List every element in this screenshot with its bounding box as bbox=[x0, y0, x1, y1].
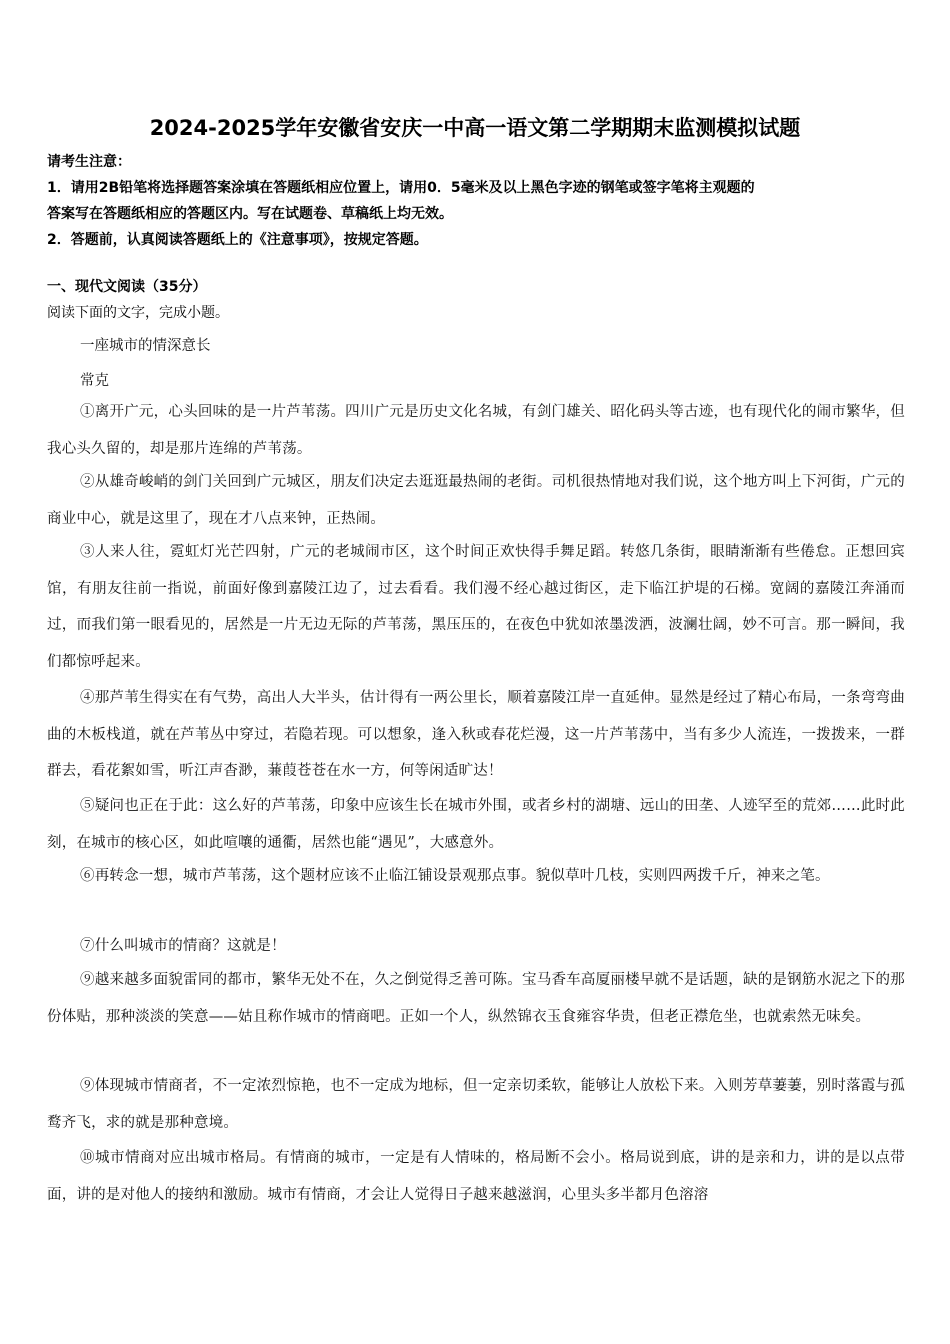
reading-instruction: 阅读下面的文字，完成小题。 bbox=[47, 305, 229, 321]
notice-line-3: 2．答题前，认真阅读答题纸上的《注意事项》，按规定答题。 bbox=[47, 232, 428, 248]
paragraph-3: ③人来人往，霓虹灯光芒四射，广元的老城闹市区，这个时间正欢快得手舞足蹈。转悠几条街，眼睛渐渐有些倦怠。正想回宾馆，有朋友往前一指说，前面好像到嘉陵江边了，过去看看。我们漫不经心越过街区，走下临江护堤的石梯。宽阔的嘉陵江奔涌而过，而我们第一眼看见的，居然是一片无边无际的芦苇荡，黑压压的，在夜色中犹如浓墨泼洒，波澜壮阔，妙不可言。那一瞬间，我们都惊呼起来。 bbox=[47, 544, 905, 670]
section-heading: 一、现代文阅读（35分） bbox=[47, 279, 207, 295]
document-title: 2024-2025学年安徽省安庆一中高一语文第二学期期末监测模拟试题 bbox=[149, 116, 801, 140]
article-author: 常克 bbox=[80, 373, 109, 389]
paragraph-10: ⑩城市情商对应出城市格局。有情商的城市，一定是有人情味的，格局断不会小。格局说到底，讲的是亲和力，讲的是以点带面，讲的是对他人的接纳和激励。城市有情商，才会让人觉得日子越来越滋润，心里头多半都月色溶溶 bbox=[47, 1150, 905, 1203]
paragraph-8: ⑨越来越多面貌雷同的都市，繁华无处不在，久之倒觉得乏善可陈。宝马香车高厦丽楼早就不是话题，缺的是钢筋水泥之下的那份体贴，那种淡淡的笑意——姑且称作城市的情商吧。正如一个人，纵然锦衣玉食雍容华贵，但老正襟危坐，也就索然无味矣。 bbox=[47, 972, 905, 1025]
paragraph-7: ⑦什么叫城市的情商？这就是！ bbox=[80, 938, 286, 954]
paragraph-1: ①离开广元，心头回味的是一片芦苇荡。四川广元是历史文化名城，有剑门雄关、昭化码头等古迹，也有现代化的闹市繁华，但我心头久留的，却是那片连绵的芦苇荡。 bbox=[47, 404, 905, 457]
paragraph-5: ⑤疑问也正在于此：这么好的芦苇荡，印象中应该生长在城市外围，或者乡村的湖塘、远山的田垄、人迹罕至的荒郊……此时此刻，在城市的核心区，如此喧嚷的通衢，居然也能“遇见”，大感意外。 bbox=[47, 798, 905, 851]
paragraph-6: ⑥再转念一想，城市芦苇荡，这个题材应该不止临江铺设景观那点事。貌似草叶几枝，实则四两拨千斤，神来之笔。 bbox=[80, 868, 830, 884]
notice-line-1: 1．请用2B铅笔将选择题答案涂填在答题纸相应位置上，请用0．5毫米及以上黑色字迹的钢笔或签字笔将主观题的 bbox=[47, 180, 755, 196]
paragraph-2: ②从雄奇峻峭的剑门关回到广元城区，朋友们决定去逛逛最热闹的老街。司机很热情地对我们说，这个地方叫上下河街，广元的商业中心，就是这里了，现在才八点来钟，正热闹。 bbox=[47, 474, 905, 527]
notice-heading: 请考生注意： bbox=[47, 154, 131, 170]
paragraph-9: ⑨体现城市情商者，不一定浓烈惊艳，也不一定成为地标，但一定亲切柔软，能够让人放松下来。入则芳草萋萋，别时落霞与孤鹜齐飞，求的就是那种意境。 bbox=[47, 1078, 905, 1131]
paragraph-4: ④那芦苇生得实在有气势，高出人大半头，估计得有一两公里长，顺着嘉陵江岸一直延伸。显然是经过了精心布局，一条弯弯曲曲的木板栈道，就在芦苇丛中穿过，若隐若现。可以想象，逢入秋或春花烂漫，这一片芦苇荡中，当有多少人流连，一拨拨来，一群群去，看花絮如雪，听江声杳渺，蒹葭苍苍在水一方，何等闲适旷达！ bbox=[47, 690, 905, 779]
notice-line-2: 答案写在答题纸相应的答题区内。写在试题卷、草稿纸上均无效。 bbox=[47, 206, 453, 222]
article-title: 一座城市的情深意长 bbox=[80, 338, 211, 354]
